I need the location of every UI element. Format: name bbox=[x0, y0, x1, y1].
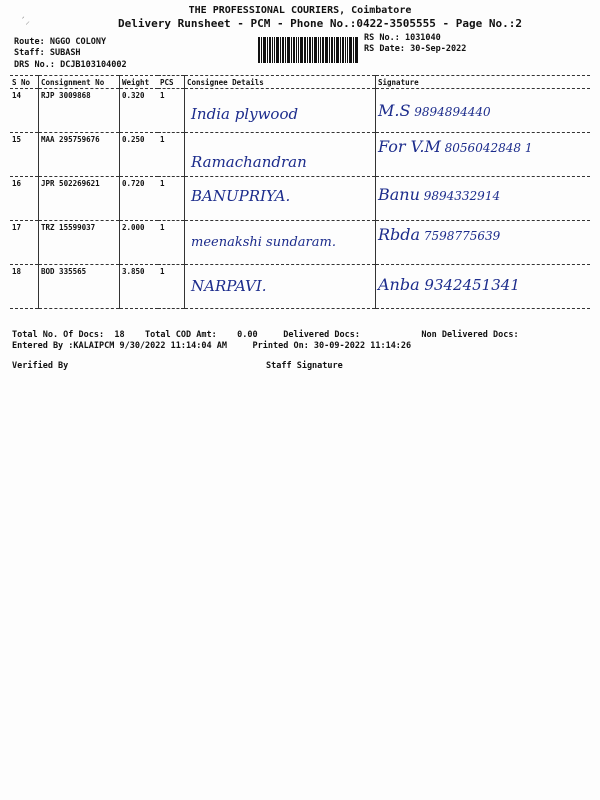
consignee-handwriting: India plywood bbox=[191, 105, 299, 123]
consignee-handwriting: BANUPRIYA. bbox=[191, 187, 291, 205]
signature-handwriting: M.S bbox=[378, 101, 411, 120]
signature-phone: 9342451341 bbox=[424, 276, 520, 294]
staff-label: Staff: bbox=[14, 48, 45, 58]
table-row bbox=[10, 265, 590, 309]
signature-cell bbox=[376, 177, 591, 221]
weight-cell: 0.320 bbox=[120, 89, 159, 133]
consignee-handwriting: NARPAVI. bbox=[191, 277, 267, 295]
runsheet-subtitle: Delivery Runsheet - PCM - Phone No.:0422-3505555 - Page No.:2 bbox=[118, 17, 522, 30]
consignee-cell bbox=[185, 177, 376, 221]
consignee-cell bbox=[185, 265, 376, 309]
signature-cell bbox=[376, 265, 591, 309]
staff-value: SUBASH bbox=[49, 48, 81, 58]
route-line bbox=[14, 37, 127, 48]
pcs-cell: 1 bbox=[158, 89, 185, 133]
col-sno: S No bbox=[10, 76, 39, 89]
entered-by-line: Entered By :KALAIPCM 9/30/2022 11:14:04 AM Printed On: 30-09-2022 11:14:26 bbox=[12, 341, 412, 351]
consignee-cell bbox=[185, 133, 376, 177]
staff-signature-label: Staff Signature bbox=[266, 361, 343, 371]
col-pcs: PCS bbox=[158, 76, 185, 89]
signature-phone: 7598775639 bbox=[423, 229, 501, 243]
signature-cell bbox=[376, 133, 591, 177]
signature-cell bbox=[376, 221, 591, 265]
rs-no-label: RS No.: bbox=[364, 33, 400, 43]
sno-cell: 15 bbox=[10, 133, 39, 177]
rs-date-label: RS Date: bbox=[364, 44, 405, 54]
signature-handwriting: Rbda bbox=[378, 225, 421, 244]
weight-cell: 0.250 bbox=[120, 133, 159, 177]
sno-cell: 18 bbox=[10, 265, 39, 309]
sno-cell: 16 bbox=[10, 177, 39, 221]
pcs-cell: 1 bbox=[158, 265, 185, 309]
consignee-cell bbox=[185, 221, 376, 265]
col-signature: Signature bbox=[376, 76, 591, 89]
col-consignee: Consignee Details bbox=[185, 76, 376, 89]
consignment-cell: RJP 3009868 bbox=[39, 89, 120, 133]
col-weight: Weight bbox=[120, 76, 159, 89]
runsheet-table bbox=[10, 75, 590, 309]
drs-value: DCJB103104002 bbox=[60, 60, 127, 70]
signature-handwriting: For V.M bbox=[378, 137, 441, 156]
consignee-handwriting: Ramachandran bbox=[191, 153, 307, 171]
weight-cell: 3.850 bbox=[120, 265, 159, 309]
weight-cell: 2.000 bbox=[120, 221, 159, 265]
table-header-row bbox=[10, 76, 590, 89]
rs-no-value: 1031040 bbox=[404, 33, 441, 43]
pcs-cell: 1 bbox=[158, 133, 185, 177]
table-row bbox=[10, 177, 590, 221]
rs-date-line bbox=[364, 44, 466, 55]
signature-phone: 9894332914 bbox=[423, 189, 501, 203]
drs-label: DRS No.: bbox=[14, 60, 55, 70]
signature-cell bbox=[376, 89, 591, 133]
rs-no-line bbox=[364, 33, 466, 44]
consignment-cell: BOD 335565 bbox=[39, 265, 120, 309]
table-row bbox=[10, 89, 590, 133]
pcs-cell: 1 bbox=[158, 221, 185, 265]
totals-line: Total No. Of Docs: 18 Total COD Amt: 0.00 Delivered Docs: Non Delivered Docs: bbox=[12, 330, 519, 340]
sno-cell: 14 bbox=[10, 89, 39, 133]
weight-cell: 0.720 bbox=[120, 177, 159, 221]
consignee-cell bbox=[185, 89, 376, 133]
signature-phone: 8056042848 1 bbox=[444, 141, 533, 155]
verified-by-label: Verified By bbox=[12, 361, 69, 371]
consignee-handwriting: meenakshi sundaram. bbox=[191, 235, 336, 250]
consignment-cell: TRZ 15599037 bbox=[39, 221, 120, 265]
route-label: Route: bbox=[14, 37, 45, 47]
drs-line bbox=[14, 60, 127, 71]
table-row bbox=[10, 133, 590, 177]
meta-left bbox=[14, 37, 127, 71]
signature-phone: 9894894440 bbox=[414, 105, 491, 119]
consignment-cell: MAA 295759676 bbox=[39, 133, 120, 177]
route-value: NGGO COLONY bbox=[49, 37, 107, 47]
signature-handwriting: Banu bbox=[378, 185, 420, 204]
signature-handwriting: Anba bbox=[378, 275, 420, 294]
barcode bbox=[258, 37, 358, 63]
pcs-cell: 1 bbox=[158, 177, 185, 221]
consignment-cell: JPR 502269621 bbox=[39, 177, 120, 221]
sno-cell: 17 bbox=[10, 221, 39, 265]
staff-line bbox=[14, 48, 127, 59]
table-row bbox=[10, 221, 590, 265]
scan-smudge-mark: ´⸝ bbox=[20, 17, 30, 27]
col-consignment: Consignment No bbox=[39, 76, 120, 89]
rs-date-value: 30-Sep-2022 bbox=[410, 44, 467, 54]
meta-right bbox=[364, 33, 466, 55]
company-title: THE PROFESSIONAL COURIERS, Coimbatore bbox=[188, 5, 412, 16]
